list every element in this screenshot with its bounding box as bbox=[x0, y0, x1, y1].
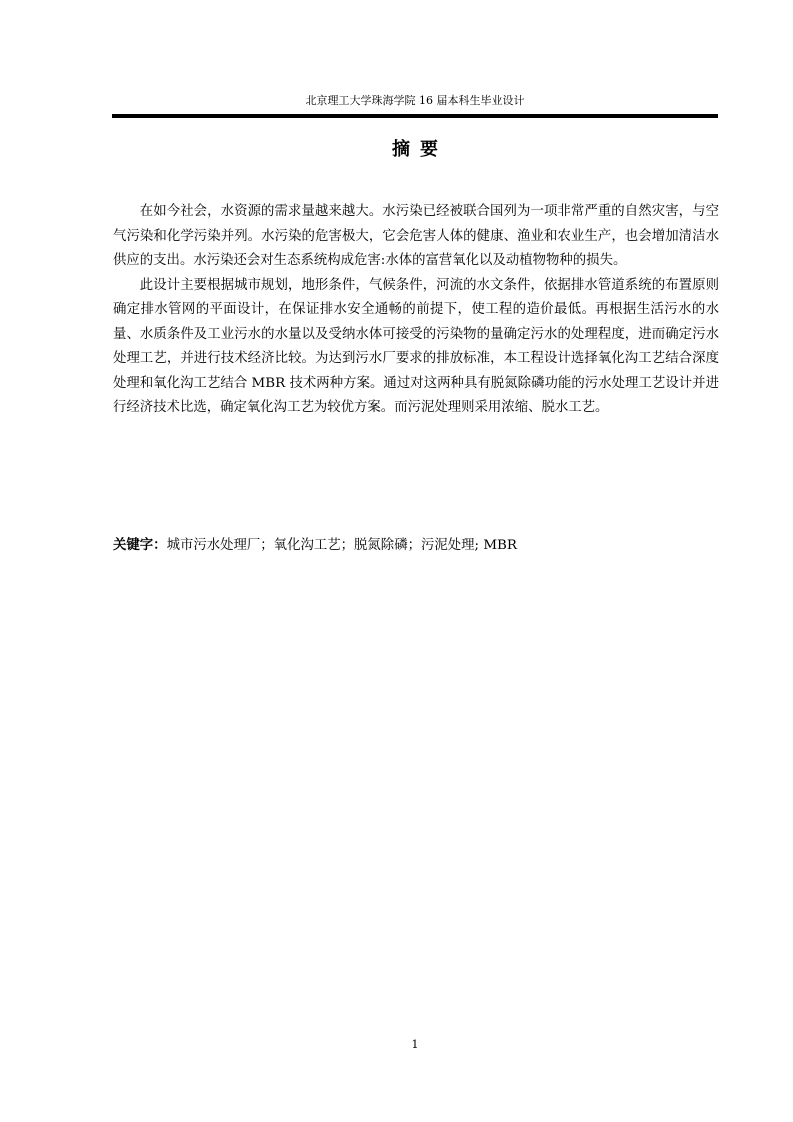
abstract-paragraph-2: 此设计主要根据城市规划，地形条件，气候条件，河流的水文条件，依据排水管道系统的布置原则确定排水管网的平面设计，在保证排水安全通畅的前提下，使工程的造价最低。再根据生活污水的水量、水质条件及工业污水的水量以及受纳水体可接受的污染物的量确定污水的处理程度，进而确定污水处理工艺，并进行技术经济比较。为达到污水厂要求的排放标准，本工程设计选择氧化沟工艺结合深度处理和氧化沟工艺结合 MBR 技术两种方案。通过对这两种具有脱氮除磷功能的污水处理工艺设计并进行经济技术比选，确定氧化沟工艺为较优方案。而污泥处理则采用浓缩、脱水工艺。 bbox=[113, 277, 719, 415]
keywords-line bbox=[113, 534, 719, 558]
abstract-title: 摘要 bbox=[392, 139, 448, 160]
keywords-label: 关键字： bbox=[113, 538, 167, 553]
keywords-text: 城市污水处理厂；氧化沟工艺；脱氮除磷；污泥处理; MBR bbox=[166, 538, 517, 553]
page-header: 北京理工大学珠海学院 16 届本科生毕业设计 bbox=[305, 94, 525, 107]
abstract-paragraph-1: 在如今社会，水资源的需求量越来越大。水污染已经被联合国列为一项非常严重的自然灾害，与空气污染和化学污染并列。水污染的危害极大，它会危害人体的健康、渔业和农业生产，也会增加清洁水供应的支出。水污染还会对生态系统构成危害:水体的富营氧化以及动植物物种的损失。 bbox=[113, 204, 719, 268]
page-number: 1 bbox=[411, 1038, 419, 1051]
header-divider bbox=[112, 114, 718, 118]
abstract-body bbox=[113, 200, 719, 421]
